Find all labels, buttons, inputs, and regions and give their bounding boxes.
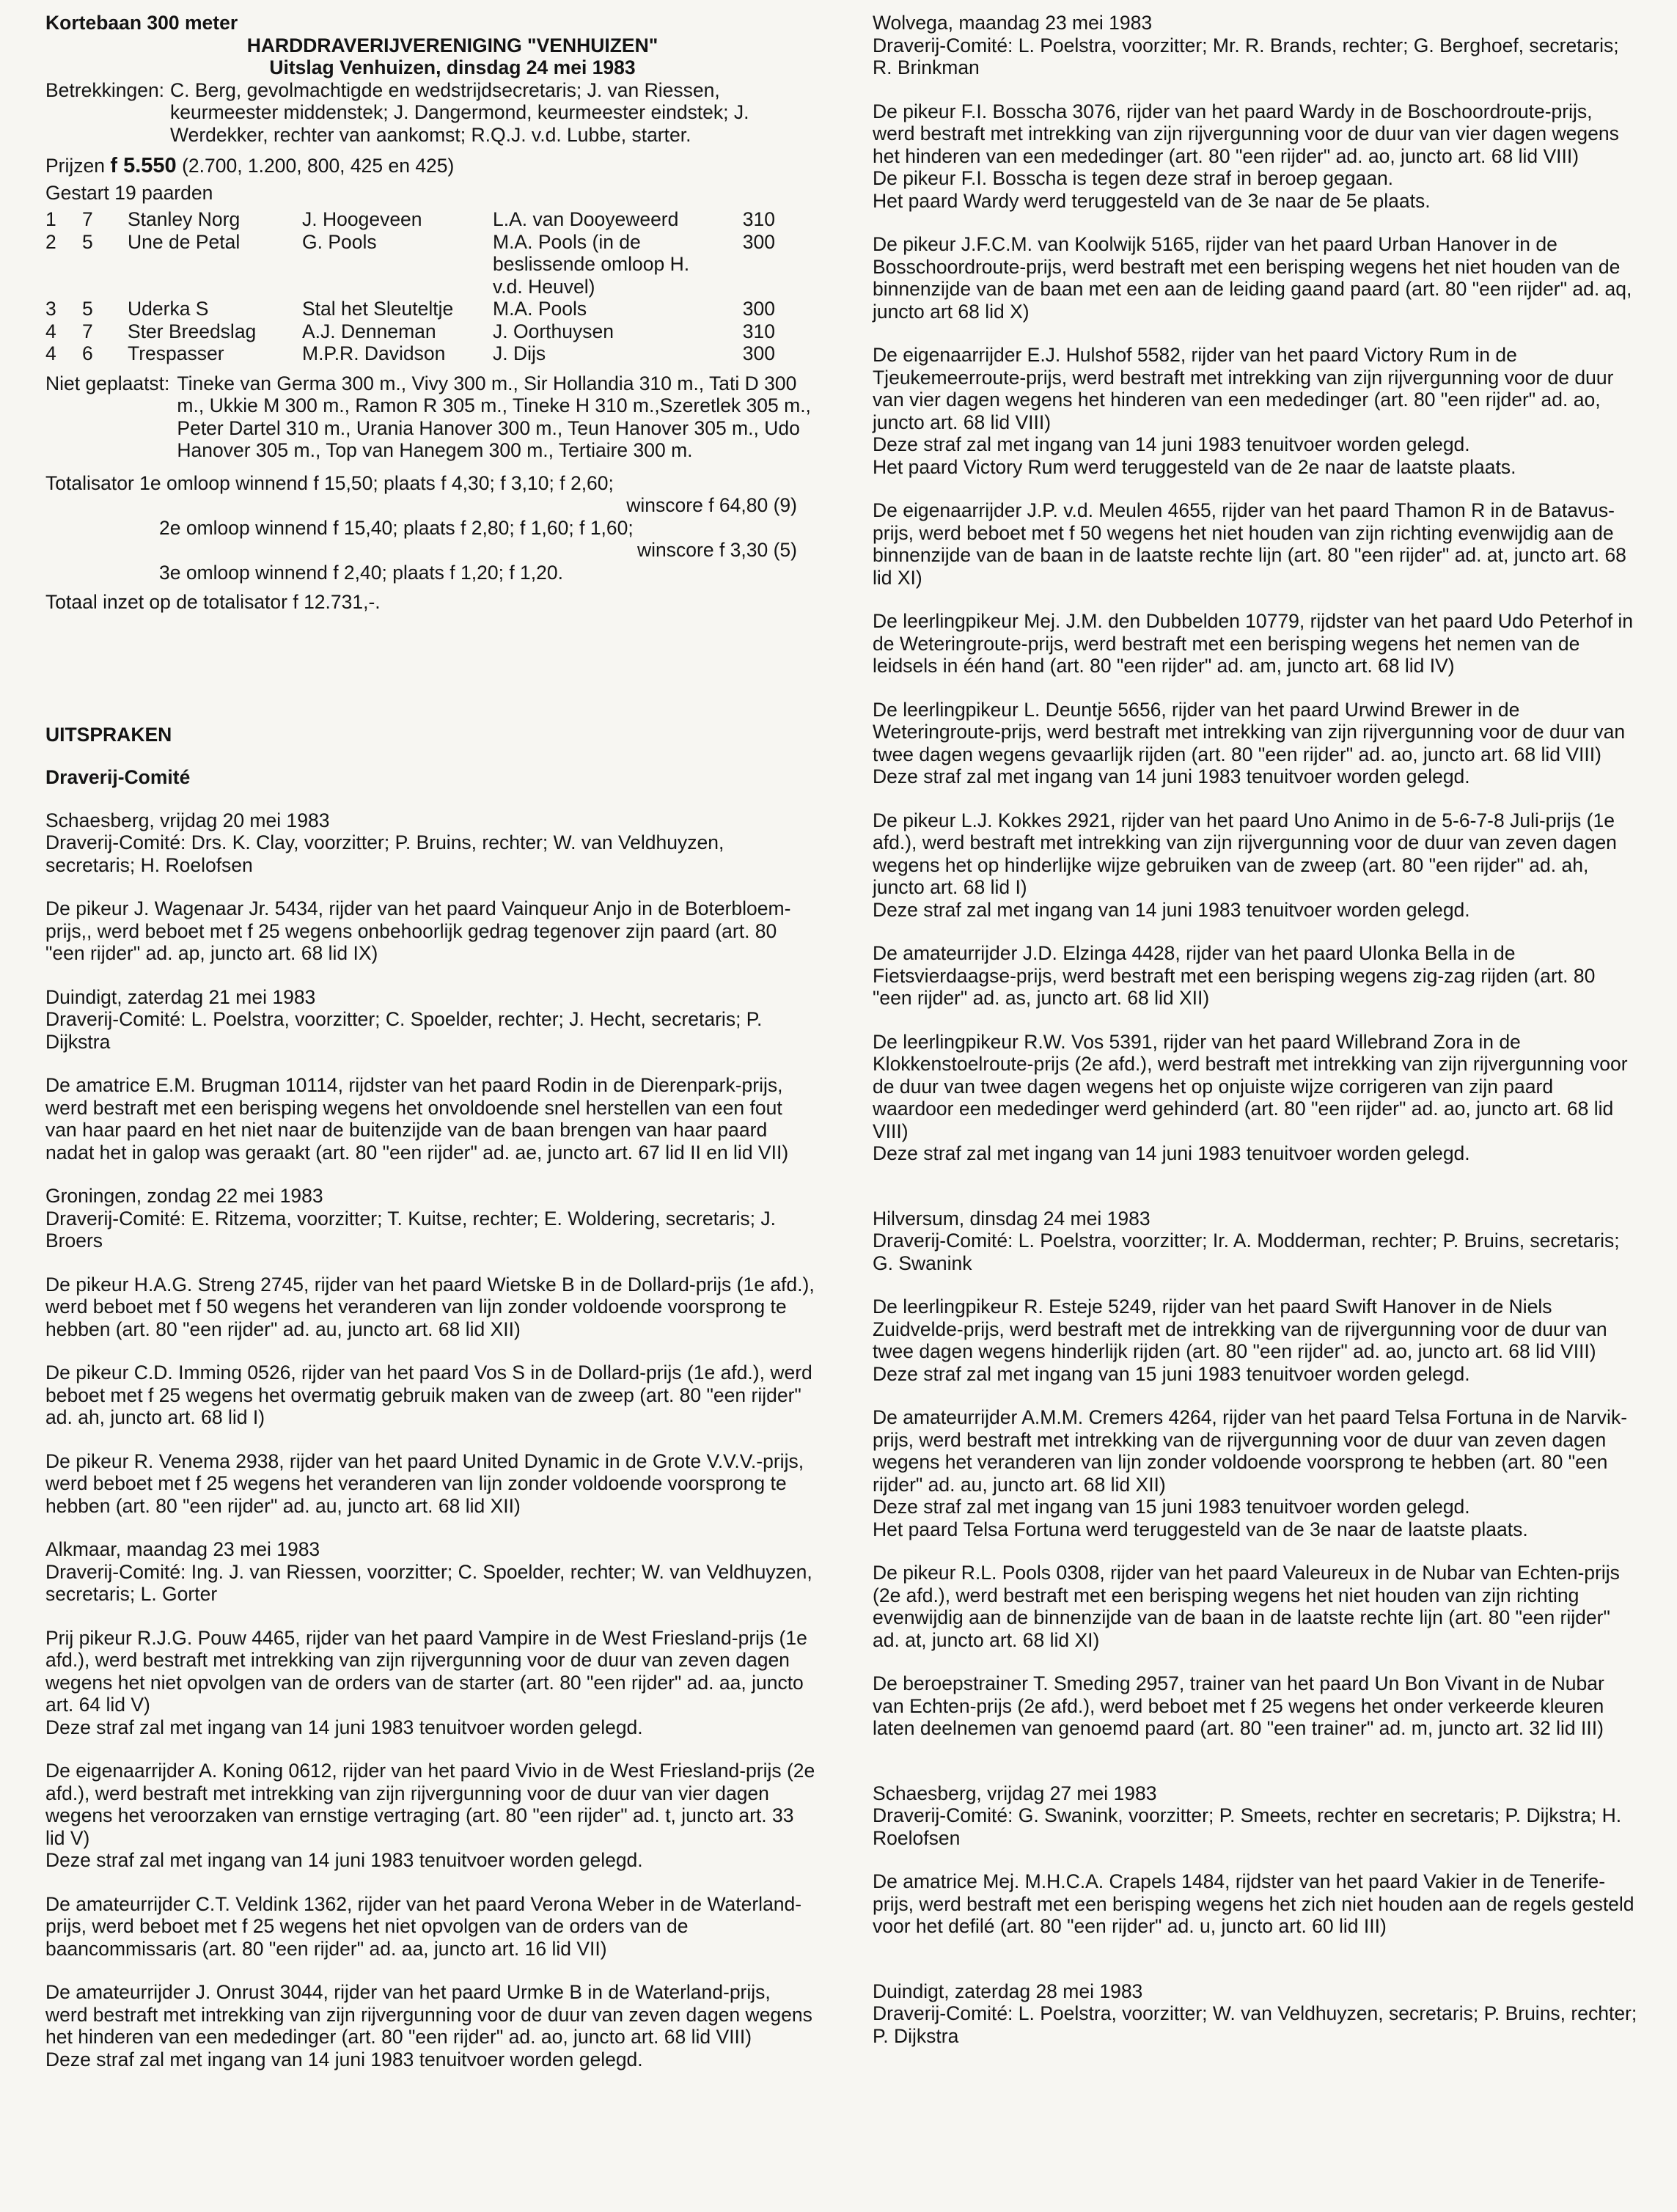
section-header [873, 12, 1639, 79]
left-column [45, 12, 815, 2070]
section-header [873, 1782, 1639, 1850]
ruling-section [45, 1185, 815, 1517]
ruling-text: De pikeur L.J. Kokkes 2921, rijder van het paard Uno Animo in de 5-6-7-8 Juli-prijs (1e afd.), werd bestraft met intrekking van zijn rijvergunning voor de duur van zeven dagen wegens het op hinderlijke wijze gebruiken van de zweep (art. 80 "een rijder" ad. ah, juncto art. 68 lid I) [873, 809, 1617, 898]
ruling-entry [873, 100, 1639, 213]
ruling-note: Deze straf zal met ingang van 15 juni 1983 tenuitvoer worden gelegd. [873, 1362, 1470, 1385]
result-num: 5 [82, 298, 93, 320]
ruling-text: De eigenaarrijder E.J. Hulshof 5582, rijder van het paard Victory Rum in de Tjeukemeerroute-prijs, werd bestraft met intrekking van zijn rijvergunning voor de duur van vier dagen wegens het hinderen van een mededinger (art. 80 "een rijder" ad. ao, juncto art. 68 lid VIII) [873, 344, 1614, 433]
ruling-text: De pikeur J. Wagenaar Jr. 5434, rijder van het paard Vainqueur Anjo in de Boterbloem-prijs,, werd beboet met f 25 wegens onbehoorlijk gedrag tegenover zijn paard (art. 80 "een rijder" ad. ap, juncto art. 68 lid IX) [45, 897, 791, 964]
result-horse: Trespasser [128, 342, 224, 364]
totalisator [45, 472, 815, 584]
right-sections [873, 12, 1639, 2047]
section-committee: Draverij-Comité: L. Poelstra, voorzitter; C. Spoelder, rechter; J. Hecht, secretaris; P. Dijkstra [45, 1008, 763, 1053]
ruling-text: De pikeur R.L. Pools 0308, rijder van het paard Valeureux in de Nubar van Echten-prijs (2e afd.), werd bestraft met een berisping wegens het niet houden van zijn richting evenwijdig aan de binnenzijde van de baan in de laatste rechte lijn (art. 80 "een rijder" ad. at, juncto art. 68 lid XI) [873, 1562, 1620, 1651]
section-header [873, 1980, 1639, 2048]
result-driver: M.A. Pools (in de beslissende omloop H. v.d. Heuvel) [493, 230, 690, 298]
ruling-section [873, 1980, 1639, 2048]
ruling-entry [45, 1760, 815, 1872]
ruling-section [873, 1782, 1639, 1938]
ruling-entry [873, 610, 1639, 677]
association-title: HARDDRAVERIJVERENIGING "VENHUIZEN" [246, 34, 658, 56]
ruling-text: De leerlingpikeur L. Deuntje 5656, rijder van het paard Urwind Brewer in de Weteringroute-prijs, werd bestraft met intrekking van zijn rijvergunning voor de duur van twee dagen wegens gevaarlijk rijden (art. 80 "een rijder" ad. ao, juncto art. 68 lid VIII) [873, 698, 1626, 765]
ruling-text: De leerlingpikeur Mej. J.M. den Dubbelden 10779, rijdster van het paard Udo Peterhof in de Weteringroute-prijs, werd bestraft met een berisping wegens het nemen van de leidsels in één hand (art. 80 "een rijder" ad. am, juncto art. 68 lid IV) [873, 610, 1634, 677]
ruling-entry [873, 499, 1639, 589]
ruling-entry [45, 1893, 815, 1961]
result-horse: Ster Breedslag [128, 320, 257, 342]
section-header [45, 1538, 815, 1606]
ruling-text: De eigenaarrijder A. Koning 0612, rijder van het paard Vivio in de West Friesland-prijs (2e afd.), werd bestraft met intrekking van zijn rijvergunning voor de duur van vier dagen wegens het veroorzaken van ernstige vertraging (art. 80 "een rijder" ad. t, juncto art. 33 lid V) [45, 1760, 815, 1849]
ruling-entry [45, 1274, 815, 1341]
ruling-note: Deze straf zal met ingang van 15 juni 1983 tenuitvoer worden gelegd. [873, 1496, 1470, 1518]
ruling-entry [873, 699, 1639, 788]
section-place-date: Hilversum, dinsdag 24 mei 1983 [873, 1207, 1151, 1230]
results-table [45, 208, 775, 365]
result-driver: M.A. Pools [493, 298, 587, 320]
result-owner: G. Pools [302, 230, 377, 253]
result-horse: Une de Petal [128, 230, 241, 253]
ruling-entry [873, 1562, 1639, 1651]
prizes [45, 155, 815, 177]
result-driver: J. Dijs [493, 342, 546, 364]
section-place-date: Alkmaar, maandag 23 mei 1983 [45, 1538, 320, 1560]
ruling-entry [45, 1074, 815, 1164]
section-committee: Draverij-Comité: G. Swanink, voorzitter; P. Smeets, rechter en secretaris; P. Dijkstra; H. Roelofsen [873, 1804, 1622, 1849]
result-row [45, 231, 775, 298]
ruling-note: Deze straf zal met ingang van 14 juni 1983 tenuitvoer worden gelegd. [45, 1716, 643, 1738]
prizes-label: Prijzen [45, 155, 106, 177]
section-place-date: Duindigt, zaterdag 21 mei 1983 [45, 985, 316, 1008]
ruling-text: De pikeur F.I. Bosscha 3076, rijder van het paard Wardy in de Boschoordroute-prijs, werd bestraft met intrekking van zijn rijvergunning voor de duur van vier dagen wegens het hinderen van een mededinger (art. 80 "een rijder" ad. ao, juncto art. 68 lid VIII) [873, 100, 1619, 167]
ruling-text: De pikeur C.D. Imming 0526, rijder van het paard Vos S in de Dollard-prijs (1e afd.), werd beboet met f 25 wegens het overmatig gebruik maken van de zweep (art. 80 "een rijder" ad. ah, juncto art. 68 lid I) [45, 1362, 812, 1428]
section-place-date: Wolvega, maandag 23 mei 1983 [873, 12, 1153, 34]
ruling-entry [45, 1450, 815, 1518]
result-row [45, 298, 775, 320]
ruling-note: Het paard Victory Rum werd teruggesteld van de 2e naar de laatste plaats. [873, 455, 1516, 478]
ruling-note: Deze straf zal met ingang van 14 juni 1983 tenuitvoer worden gelegd. [45, 2048, 643, 2070]
ruling-note: Deze straf zal met ingang van 14 juni 1983 tenuitvoer worden gelegd. [873, 433, 1470, 455]
ruling-section [873, 12, 1639, 1165]
ruling-text: De leerlingpikeur R.W. Vos 5391, rijder van het paard Willebrand Zora in de Klokkenstoelroute-prijs (2e afd.), werd bestraft met intrekking van zijn rijvergunning voor de duur van twee dagen wegens het op onjuiste wijze corrigeren van zijn paard waardoor een mededinger werd gehinderd (art. 80 "een rijder" ad. ao, juncto art. 68 lid VIII) [873, 1030, 1628, 1142]
ruling-entry [873, 1672, 1639, 1740]
totalisator-line: winscore f 64,80 (9) [626, 494, 797, 516]
result-dist: 300 [742, 230, 775, 253]
section-header [45, 986, 815, 1054]
ruling-text: De pikeur H.A.G. Streng 2745, rijder van het paard Wietske B in de Dollard-prijs (1e afd.), werd beboet met f 50 wegens het veranderen van lijn zonder voldoende voorsprong te hebben (art. 80 "een rijder" ad. au, juncto art. 68 lid XII) [45, 1273, 815, 1340]
ruling-text: De pikeur R. Venema 2938, rijder van het paard United Dynamic in de Grote V.V.V.-prijs, werd beboet met f 25 wegens het veranderen van lijn zonder voldoende voorsprong te hebben (art. 80 "een rijder" ad. au, juncto art. 68 lid XII) [45, 1449, 804, 1517]
result-horse: Stanley Norg [128, 208, 241, 230]
section-committee: Draverij-Comité: L. Poelstra, voorzitter; Ir. A. Modderman, rechter; P. Bruins, secretaris; G. Swanink [873, 1230, 1620, 1274]
not-placed-label: Niet geplaatst: [45, 372, 170, 394]
result-num: 7 [82, 320, 93, 342]
ruling-text: De eigenaarrijder J.P. v.d. Meulen 4655, rijder van het paard Thamon R in de Batavus-prijs, werd beboet met f 50 wegens het niet houden van zijn richting evenwijdig aan de binnenzijde van de baan in de laatste rechte lijn (art. 80 "een rijder" ad. at, juncto art. 68 lid XI) [873, 499, 1626, 589]
section-place-date: Groningen, zondag 22 mei 1983 [45, 1185, 323, 1207]
result-num: 5 [82, 230, 93, 253]
ruling-note: Deze straf zal met ingang van 14 juni 1983 tenuitvoer worden gelegd. [873, 898, 1470, 921]
ruling-text: De beroepstrainer T. Smeding 2957, trainer van het paard Un Bon Vivant in de Nubar van Echten-prijs (2e afd.), werd beboet met f 25 wegens het onder verkeerde kleuren laten deelnemen van genoemd paard (art. 80 "een trainer" ad. m, juncto art. 32 lid III) [873, 1672, 1604, 1739]
result-dist: 300 [742, 298, 775, 320]
uitspraken-heading: UITSPRAKEN [45, 723, 172, 746]
result-dist: 310 [742, 208, 775, 230]
ruling-text: De pikeur J.F.C.M. van Koolwijk 5165, rijder van het paard Urban Hanover in de Bosschoordroute-prijs, werd bestraft met een berisping wegens het niet houden van de binnenzijde van de baan met een aan de leiding gaand paard (art. 80 "een rijder" ad. aq, juncto art 68 lid X) [873, 233, 1632, 323]
section-committee: Draverij-Comité: L. Poelstra, voorzitter; Mr. R. Brands, rechter; G. Berghoef, secretaris; R. Brinkman [873, 34, 1619, 78]
ruling-note: Het paard Wardy werd teruggesteld van de 3e naar de 5e plaats. [873, 189, 1431, 212]
ruling-text: De amateurrijder J.D. Elzinga 4428, rijder van het paard Ulonka Bella in de Fietsvierdaagse-prijs, werd bestraft met een berisping wegens zig-zag rijden (art. 80 "een rijder" ad. as, juncto art. 68 lid XII) [873, 942, 1596, 1009]
betrekkingen [45, 79, 815, 147]
ruling-entry [873, 1406, 1639, 1540]
result-pos: 1 [45, 208, 56, 230]
ruling-text: De leerlingpikeur R. Esteje 5249, rijder van het paard Swift Hanover in de Niels Zuidvelde-prijs, werd bestraft met de intrekking van de rijvergunning voor de duur van twee dagen wegens hinderlijk rijden (art. 80 "een rijder" ad. ao, juncto art. 68 lid VIII) [873, 1296, 1607, 1362]
result-pos: 2 [45, 230, 56, 253]
section-place-date: Schaesberg, vrijdag 20 mei 1983 [45, 809, 330, 831]
ruling-section [873, 1208, 1639, 1740]
ruling-entry [873, 1870, 1639, 1938]
right-column [873, 12, 1639, 2047]
section-header [45, 809, 815, 877]
betrekkingen-text: C. Berg, gevolmachtigde en wedstrijdsecretaris; J. van Riessen, keurmeester middenstek; J. Dangermond, keurmeester eindstek; J. Werdekker, rechter van aankomst; R.Q.J. v.d. Lubbe, starter. [170, 78, 749, 146]
result-row [45, 208, 775, 231]
betrekkingen-label: Betrekkingen: [45, 78, 165, 101]
result-owner: M.P.R. Davidson [302, 342, 446, 364]
race-title: Kortebaan 300 meter [45, 12, 238, 34]
ruling-section [45, 986, 815, 1164]
ruling-text: De amatrice Mej. M.H.C.A. Crapels 1484, rijdster van het paard Vakier in de Tenerife-prijs, werd bestraft met een berisping wegens het zich niet houden aan de regels gesteld voor het defilé (art. 80 "een rijder" ad. u, juncto art. 60 lid III) [873, 1870, 1634, 1937]
result-driver: L.A. van Dooyeweerd [493, 208, 679, 230]
result-owner: J. Hoogeveen [302, 208, 422, 230]
section-place-date: Schaesberg, vrijdag 27 mei 1983 [873, 1782, 1157, 1804]
section-committee: Draverij-Comité: Ing. J. van Riessen, voorzitter; C. Spoelder, rechter; W. van Veldhuyzen, secretaris; L. Gorter [45, 1560, 812, 1605]
ruling-entry [45, 1981, 815, 2070]
started-count: Gestart 19 paarden [45, 181, 213, 204]
result-pos: 4 [45, 342, 56, 364]
ruling-entry [873, 1296, 1639, 1385]
ruling-entry [45, 1362, 815, 1429]
section-committee: Draverij-Comité: Drs. K. Clay, voorzitter; P. Bruins, rechter; W. van Veldhuyzen, secretaris; H. Roelofsen [45, 831, 724, 876]
result-num: 6 [82, 342, 93, 364]
result-dist: 310 [742, 320, 775, 342]
prizes-split: (2.700, 1.200, 800, 425 en 425) [182, 155, 455, 177]
result-owner: Stal het Sleuteltje [302, 298, 454, 320]
result-title: Uitslag Venhuizen, dinsdag 24 mei 1983 [269, 56, 636, 78]
section-committee: Draverij-Comité: E. Ritzema, voorzitter; T. Kuitse, rechter; E. Woldering, secretaris; J. Broers [45, 1207, 777, 1252]
result-pos: 3 [45, 298, 56, 320]
ruling-note: Het paard Telsa Fortuna werd teruggesteld van de 3e naar de laatste plaats. [873, 1518, 1528, 1540]
ruling-section [45, 809, 815, 965]
ruling-text: De amateurrijder C.T. Veldink 1362, rijder van het paard Verona Weber in de Waterland-prijs, werd beboet met f 25 wegens het niet opvolgen van de orders van de baancommissaris (art. 80 "een rijder" ad. aa, juncto art. 16 lid VII) [45, 1892, 802, 1960]
ruling-note: Deze straf zal met ingang van 14 juni 1983 tenuitvoer worden gelegd. [873, 765, 1470, 787]
totalisator-line: Totalisator 1e omloop winnend f 15,50; plaats f 4,30; f 3,10; f 2,60; [45, 471, 614, 494]
not-placed [45, 372, 815, 462]
ruling-entry [873, 233, 1639, 323]
section-header [873, 1208, 1639, 1275]
result-horse: Uderka S [128, 298, 209, 320]
ruling-text: De amateurrijder J. Onrust 3044, rijder van het paard Urmke B in de Waterland-prijs, werd bestraft met intrekking van zijn rijvergunning voor de duur van zeven dagen wegens het hinderen van een mededinger (art. 80 "een rijder" ad. ao, juncto art. 68 lid VIII) [45, 1981, 812, 2048]
total-inzet: Totaal inzet op de totalisator f 12.731,-. [45, 591, 381, 613]
ruling-note: De pikeur F.I. Bosscha is tegen deze straf in beroep gegaan. [873, 167, 1394, 189]
ruling-note: Deze straf zal met ingang van 14 juni 1983 tenuitvoer worden gelegd. [873, 1142, 1470, 1164]
section-committee: Draverij-Comité: L. Poelstra, voorzitter; W. van Veldhuyzen, secretaris; P. Bruins, rechter; P. Dijkstra [873, 2002, 1637, 2047]
totalisator-line: winscore f 3,30 (5) [637, 539, 797, 561]
ruling-entry [873, 942, 1639, 1010]
ruling-entry [45, 897, 815, 965]
left-sections [45, 809, 815, 2071]
result-pos: 4 [45, 320, 56, 342]
ruling-entry [873, 344, 1639, 478]
comite-heading: Draverij-Comité [45, 766, 191, 788]
result-row [45, 320, 775, 343]
ruling-text: De amatrice E.M. Brugman 10114, rijdster van het paard Rodin in de Dierenpark-prijs, werd bestraft met een berisping wegens het onvoldoende snel herstellen van een fout van haar paard en het niet naar de buitenzijde van de baan brengen van haar paard nadat het in galop was geraakt (art. 80 "een rijder" ad. ae, juncto art. 67 lid II en lid VII) [45, 1074, 789, 1164]
ruling-entry [873, 809, 1639, 922]
not-placed-text: Tineke van Germa 300 m., Vivy 300 m., Sir Hollandia 310 m., Tati D 300 m., Ukkie M 300 m., Ramon R 305 m., Tineke H 310 m.,Szeretlek 305 m., Peter Dartel 310 m., Urania Hanover 300 m., Teun Hanover 305 m., Udo Hanover 305 m., Top van Hanegem 300 m., Tertiaire 300 m. [177, 372, 811, 461]
ruling-text: Prij pikeur R.J.G. Pouw 4465, rijder van het paard Vampire in de West Friesland-prijs (1e afd.), werd bestraft met intrekking van zijn rijvergunning voor de duur van zeven dagen wegens het niet opvolgen van de orders van de starter (art. 80 "een rijder" ad. aa, juncto art. 64 lid V) [45, 1626, 807, 1716]
totalisator-line: 3e omloop winnend f 2,40; plaats f 1,20; f 1,20. [159, 561, 563, 584]
prizes-amount: f 5.550 [110, 154, 177, 177]
section-place-date: Duindigt, zaterdag 28 mei 1983 [873, 1980, 1143, 2002]
ruling-section [45, 1538, 815, 2070]
ruling-entry [873, 1031, 1639, 1165]
section-header [45, 1185, 815, 1252]
ruling-entry [45, 1627, 815, 1739]
result-dist: 300 [742, 342, 775, 364]
result-owner: A.J. Denneman [302, 320, 436, 342]
ruling-note: Deze straf zal met ingang van 14 juni 1983 tenuitvoer worden gelegd. [45, 1849, 643, 1871]
result-row [45, 342, 775, 365]
result-driver: J. Oorthuysen [493, 320, 614, 342]
result-num: 7 [82, 208, 93, 230]
ruling-text: De amateurrijder A.M.M. Cremers 4264, rijder van het paard Telsa Fortuna in de Narvik-prijs, werd bestraft met intrekking van de rijvergunning voor de duur van zeven dagen wegens het veranderen van lijn zonder voldoende voorsprong te hebben (art. 80 "een rijder" ad. au, juncto art. 68 lid XII) [873, 1406, 1628, 1496]
totalisator-line: 2e omloop winnend f 15,40; plaats f 2,80; f 1,60; f 1,60; [159, 516, 634, 539]
